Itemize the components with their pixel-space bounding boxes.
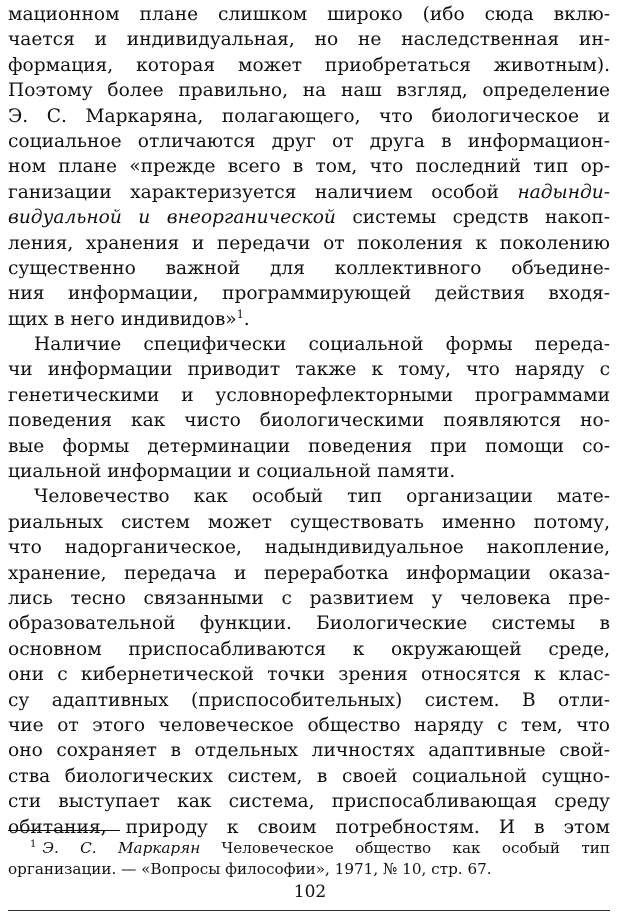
footnote-reference: 1: [236, 307, 244, 321]
footnote-author: Э. С. Маркарян: [42, 839, 201, 857]
text-line: риальных систем может существовать именно потому,: [8, 511, 610, 533]
italic-run: надынди-: [517, 181, 610, 203]
text-line: существенно важной для коллективного объедине-: [8, 257, 610, 279]
text-line: циальной информации и социальной памяти.: [8, 461, 456, 483]
text-line: сти выступает как система, приспосабливающая среду: [8, 791, 610, 813]
text-line: формация, которая может приобретаться животным).: [8, 54, 610, 76]
text-line: вые формы детерминации поведения при помощи со-: [8, 435, 610, 457]
text-line: [8, 205, 610, 230]
text-line: чи информации приводит также к тому, что наряду с: [8, 359, 610, 381]
text-line: ния информации, программирующей действия входя-: [8, 283, 610, 305]
text-line: генетическими и условнорефлекторными программами: [8, 384, 610, 406]
footnote-line: организации. — «Вопросы философии», 1971, № 10, стр. 67.: [8, 860, 492, 878]
text-line: ства биологических систем, в своей социальной сущно-: [8, 765, 610, 787]
text-line: чается и индивидуальная, но не наследственная ин-: [8, 29, 610, 51]
text-line: Наличие специфически социальной формы переда-: [34, 334, 610, 356]
text-line: Человечество как особый тип организации мате-: [34, 486, 610, 508]
text-line: ления, хранения и передачи от поколения к поколению: [8, 232, 610, 254]
footnote-line: [8, 838, 610, 859]
text-run: ганизации характеризуется наличием особой: [8, 181, 518, 203]
page-number: 102: [293, 882, 327, 902]
text-run: щих в него индивидов»: [8, 308, 237, 330]
text-line: хранение, передача и переработка информации оказа-: [8, 562, 610, 584]
text-line: основном приспосабливаются к окружающей среде,: [8, 638, 610, 660]
text-run: системы средств накоп-: [335, 207, 610, 229]
page-bottom-rule: [8, 910, 610, 911]
text-line: мационном плане слишком широко (ибо сюда вклю-: [8, 4, 610, 25]
text-line: су адаптивных (приспособительных) систем. В отли-: [8, 689, 610, 711]
footnote: [8, 838, 610, 880]
footnote-mark: 1: [30, 838, 37, 850]
text-line: щих в него индивидов»$^1$.: [8, 307, 250, 330]
italic-run: видуальной и внеорганической: [8, 207, 336, 229]
text-line: [8, 180, 610, 205]
footnote-divider: [8, 830, 120, 831]
text-line: обитания, природу к своим потребностям. И в этом: [8, 816, 610, 838]
text-line: чие от этого человеческое общество наряду с тем, что: [8, 714, 610, 736]
text-line: что надорганическое, надындивидуальное накопление,: [8, 537, 610, 559]
text-line: Поэтому более правильно, на наш взгляд, определение: [8, 80, 610, 102]
text-line: лись тесно связанными с развитием у человека пре-: [8, 587, 610, 609]
text-line: Э. С. Маркаряна, полагающего, что биологическое и: [8, 105, 610, 127]
text-line: оно сохраняет в отдельных личностях адаптивные свой-: [8, 740, 610, 762]
text-line: они с кибернетической точки зрения относятся к клас-: [8, 664, 610, 686]
text-line: образовательной функции. Биологические системы в: [8, 613, 610, 635]
text-line: социальное отличаются друг от друга в информацион-: [8, 130, 610, 152]
main-text: [8, 2, 610, 840]
text-line: ном плане «прежде всего в том, что последний тип ор-: [8, 156, 610, 178]
text-line: поведения как чисто биологическими появляются но-: [8, 410, 610, 432]
footnote-text: Человеческое общество как особый тип: [200, 839, 610, 857]
